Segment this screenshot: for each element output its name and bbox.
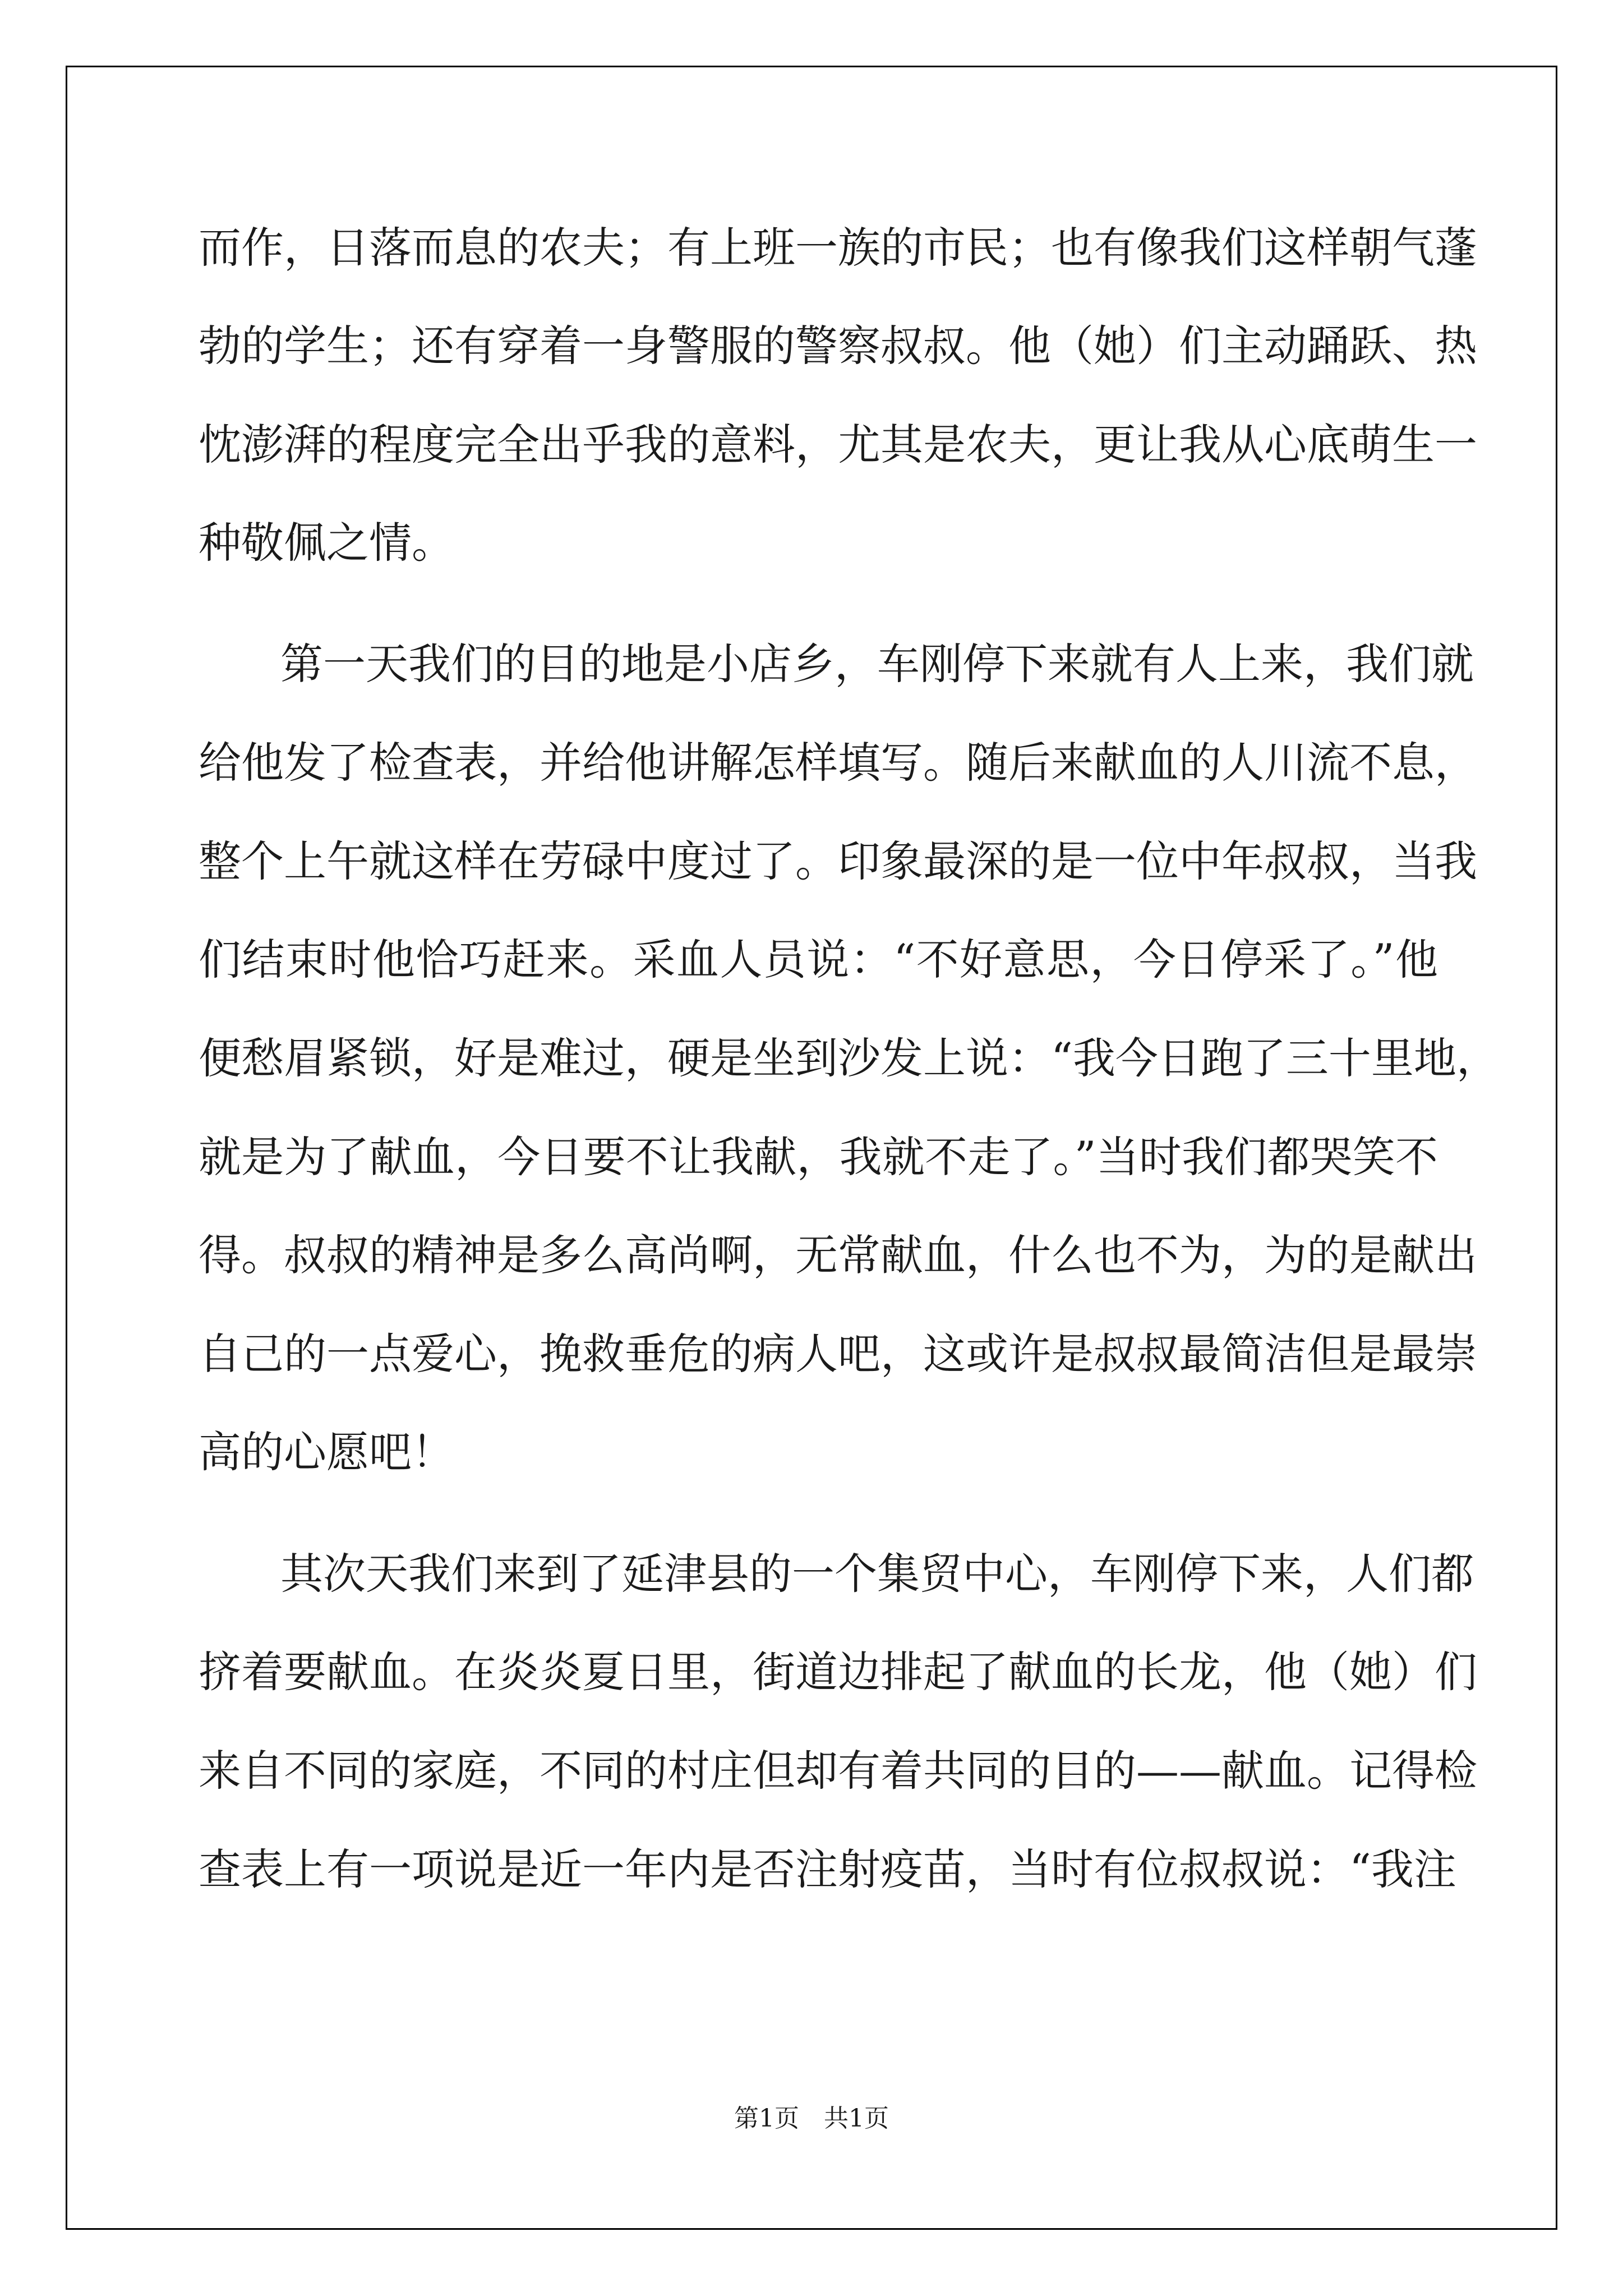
text-line: 整个上午就这样在劳碌中度过了。印象最深的是一位中年叔叔，当我: [199, 836, 1477, 886]
text-line: 就是为了献血，今日要不让我献，我就不走了。”当时我们都哭笑不: [199, 1132, 1438, 1182]
text-line: 忱澎湃的程度完全出乎我的意料，尤其是农夫，更让我从心底萌生一: [199, 420, 1477, 470]
text-line: 勃的学生；还有穿着一身警服的警察叔叔。他（她）们主动踊跃、热: [199, 321, 1477, 371]
text-line: 自己的一点爱心，挽救垂危的病人吧，这或许是叔叔最简洁但是最崇: [199, 1329, 1477, 1379]
text-line: 们结束时他恰巧赶来。采血人员说：“不好意思，今日停采了。”他: [199, 935, 1438, 984]
text-line: 得。叔叔的精神是多么高尚啊，无常献血，什么也不为，为的是献出: [199, 1230, 1477, 1280]
text-line: 而作，日落而息的农夫；有上班一族的市民；也有像我们这样朝气蓬: [199, 223, 1477, 273]
text-line: 便愁眉紧锁，好是难过，硬是坐到沙发上说：“我今日跑了三十里地，: [199, 1033, 1499, 1083]
text-line: 其次天我们来到了延津县的一个集贸中心，车刚停下来，人们都: [280, 1549, 1474, 1599]
text-line: 种敬佩之情。: [199, 518, 454, 568]
text-line: 高的心愿吧！: [199, 1427, 454, 1477]
page-footer: 第1页 共1页: [734, 2104, 889, 2133]
text-line: 挤着要献血。在炎炎夏日里，街道边排起了献血的长龙，他（她）们: [199, 1647, 1477, 1697]
text-line: 查表上有一项说是近一年内是否注射疫苗，当时有位叔叔说：“我注: [199, 1844, 1456, 1894]
text-line: 给他发了检查表，并给他讲解怎样填写。随后来献血的人川流不息，: [199, 738, 1477, 788]
text-line: 第一天我们的目的地是小店乡，车刚停下来就有人上来，我们就: [280, 639, 1474, 689]
text-line: 来自不同的家庭，不同的村庄但却有着共同的目的——献血。记得检: [199, 1746, 1477, 1796]
